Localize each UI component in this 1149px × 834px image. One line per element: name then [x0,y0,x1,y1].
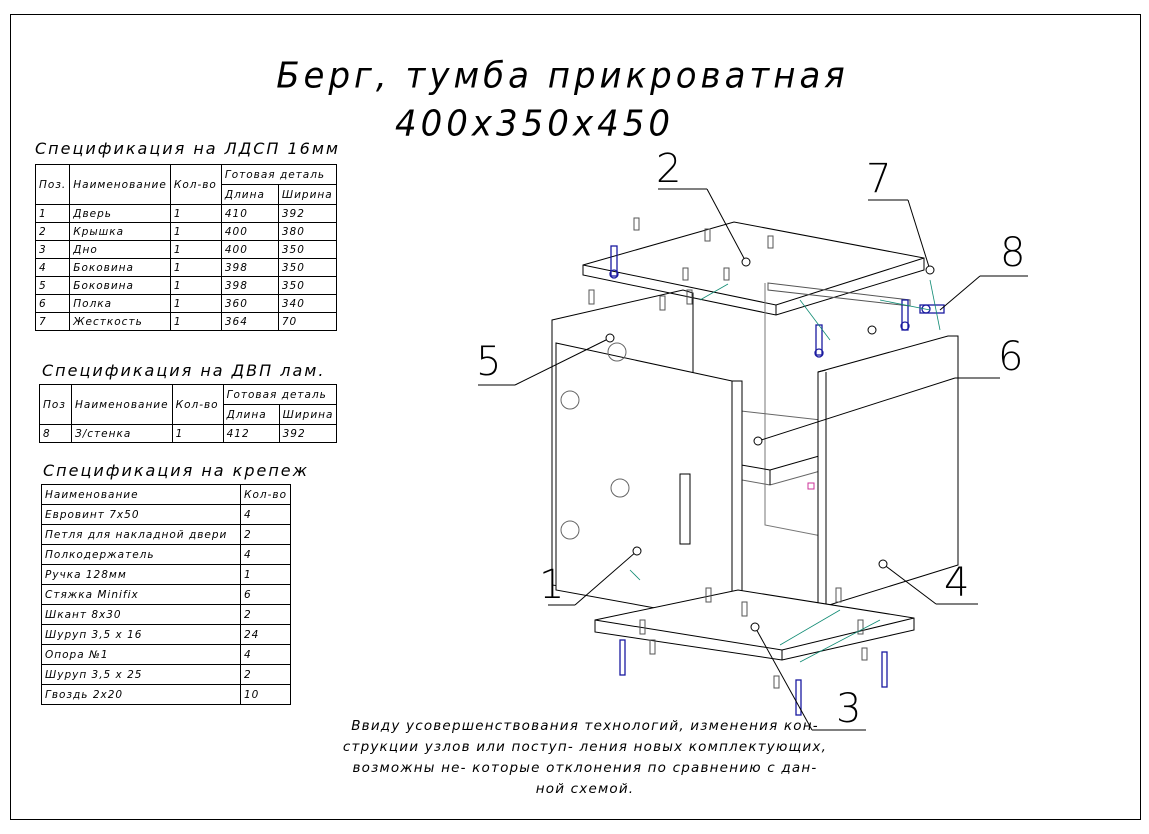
cell-name: Полкодержатель [42,545,241,565]
cell-pos: 4 [36,259,70,277]
header-qty: Кол-во [241,485,291,505]
cell-qty: 6 [241,585,291,605]
cell-pos: 8 [40,425,72,443]
hardware-leg [620,640,625,675]
cell-name: Евровинт 7х50 [42,505,241,525]
cell-pos: 1 [36,205,70,223]
cell-qty: 2 [241,665,291,685]
cell-qty: 2 [241,605,291,625]
cell-pos: 7 [36,313,70,331]
cell-qty: 1 [170,241,221,259]
cell-qty: 1 [172,425,223,443]
cell-name: Жесткость [70,313,171,331]
fasteners-spec-title: Спецификация на крепеж [43,461,310,480]
disclaimer-note [320,716,850,800]
cell-width: 392 [279,425,337,443]
header-length: Длина [223,405,279,425]
drawing-title: Берг, тумба прикроватная [276,55,849,97]
cell-name: Гвоздь 2х20 [42,685,241,705]
cell-qty: 1 [170,259,221,277]
header-width: Ширина [279,405,337,425]
ldsp-spec-title: Спецификация на ЛДСП 16мм [35,139,340,158]
cell-qty: 4 [241,545,291,565]
door-panel [556,343,742,622]
cell-name: Боковина [70,259,171,277]
cell-length: 410 [221,205,278,223]
header-name: Наименование [42,485,241,505]
right-side-panel [818,336,958,606]
cell-name: Дверь [70,205,171,223]
header-qty: Кол-во [170,165,221,205]
cell-name: Дно [70,241,171,259]
dvp-spec-title: Спецификация на ДВП лам. [42,361,326,380]
cell-name: Боковина [70,277,171,295]
cell-length: 398 [221,259,278,277]
cell-pos: 3 [36,241,70,259]
cell-length: 360 [221,295,278,313]
header-pos: Поз. [36,165,70,205]
hardware-leg [882,652,887,687]
cell-name: Полка [70,295,171,313]
callout-2: 2 [656,146,682,192]
header-ready: Готовая деталь [223,385,337,405]
accent-marker [808,483,814,489]
callout-8: 8 [1000,230,1026,276]
header-name: Наименование [70,165,171,205]
callout-7: 7 [866,156,892,202]
cell-name: Шкант 8х30 [42,605,241,625]
cell-qty: 1 [170,313,221,331]
cell-width: 70 [278,313,336,331]
header-name: Наименование [72,385,173,425]
header-qty: Кол-во [172,385,223,425]
cell-qty: 1 [170,295,221,313]
cell-pos: 5 [36,277,70,295]
cell-qty: 1 [241,565,291,585]
cell-width: 392 [278,205,336,223]
cell-qty: 1 [170,277,221,295]
cell-width: 340 [278,295,336,313]
cell-length: 364 [221,313,278,331]
cell-width: 350 [278,277,336,295]
header-ready: Готовая деталь [221,165,336,185]
cell-name: З/стенка [72,425,173,443]
cell-qty: 4 [241,645,291,665]
callout-5: 5 [476,339,502,385]
cell-pos: 2 [36,223,70,241]
cell-name: Опора №1 [42,645,241,665]
cell-qty: 1 [170,223,221,241]
callout-1: 1 [539,562,565,608]
callout-6: 6 [998,334,1024,380]
cell-name: Шуруп 3,5 х 16 [42,625,241,645]
cell-name: Ручка 128мм [42,565,241,585]
drawing-dimensions: 400х350х450 [395,103,674,145]
cell-length: 412 [223,425,279,443]
note-line: ной схемой. [535,781,635,797]
header-length: Длина [221,185,278,205]
note-line: струкции узлов или поступ- ления новых комплектующих, [342,739,828,755]
cell-length: 398 [221,277,278,295]
cell-width: 350 [278,259,336,277]
header-width: Ширина [278,185,336,205]
cell-length: 400 [221,223,278,241]
callout-4: 4 [944,560,970,606]
cell-width: 380 [278,223,336,241]
note-line: Ввиду усовершенствования технологий, изменения кон- [351,718,819,734]
cell-name: Шуруп 3,5 х 25 [42,665,241,685]
cell-width: 350 [278,241,336,259]
cell-name: Петля для накладной двери [42,525,241,545]
cell-qty: 4 [241,505,291,525]
cell-name: Крышка [70,223,171,241]
cell-name: Стяжка Minifix [42,585,241,605]
note-line: возможны не- которые отклонения по сравнению с дан- [352,760,818,776]
cell-qty: 1 [170,205,221,223]
cell-qty: 24 [241,625,291,645]
header-pos: Поз [40,385,72,425]
cell-qty: 10 [241,685,291,705]
cell-length: 400 [221,241,278,259]
cell-qty: 2 [241,525,291,545]
cell-pos: 6 [36,295,70,313]
hardware-bolt [816,325,822,355]
callout-3: 3 [836,686,862,732]
